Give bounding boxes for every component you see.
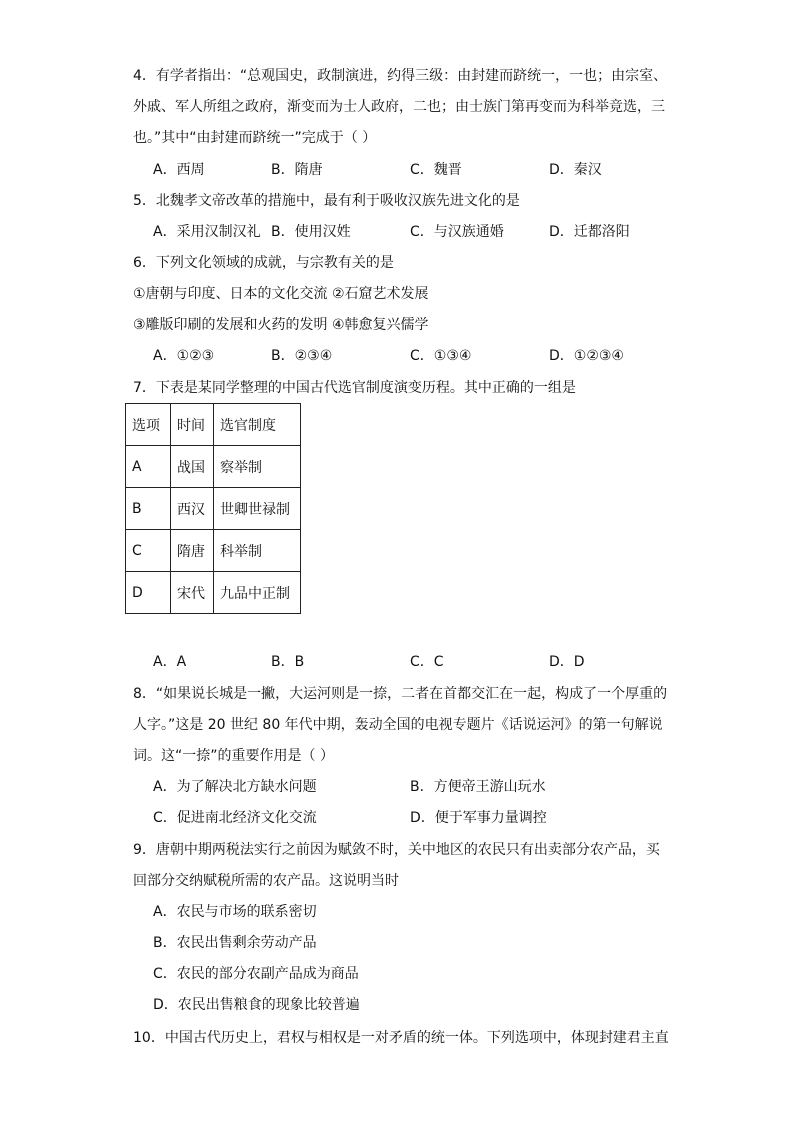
q5-option-d: D．迁都洛阳: [549, 224, 630, 240]
q7-option-c: C．C: [410, 654, 444, 670]
table-cell: 宋代: [171, 572, 214, 614]
table-row: [126, 530, 301, 572]
q5-option-b: B．使用汉姓: [271, 224, 351, 240]
q6-line-3: ③雕版印刷的发展和火药的发明 ④韩愈复兴儒学: [133, 317, 429, 333]
q5-option-c: C．与汉族通婚: [410, 224, 504, 240]
q4-option-a: A．西周: [153, 162, 205, 178]
table-cell: 西汉: [171, 488, 214, 530]
q8-option-b: B．方便帝王游山玩水: [410, 779, 546, 795]
q4-option-c: C．魏晋: [410, 162, 462, 178]
table-row: [126, 572, 301, 614]
table-cell: 隋唐: [171, 530, 214, 572]
q9-option-b: B．农民出售剩余劳动产品: [153, 935, 317, 951]
q9-option-d: D．农民出售粮食的现象比较普遍: [153, 997, 360, 1013]
table-cell: 世卿世禄制: [214, 488, 301, 530]
q4-line-1: 4．有学者指出：“总观国史，政制演进，约得三级：由封建而跻统一，一也；由宗室、: [133, 68, 668, 84]
table-cell: B: [126, 488, 171, 530]
q9-line-1: 9．唐朝中期两税法实行之前因为赋敛不时，关中地区的农民只有出卖部分农产品，买: [133, 842, 660, 858]
table-row: [126, 488, 301, 530]
q8-option-c: C．促进南北经济文化交流: [153, 810, 317, 826]
table-cell: 九品中正制: [214, 572, 301, 614]
q10-line-1: 10．中国古代历史上，君权与相权是一对矛盾的统一体。下列选项中，体现封建君主直: [133, 1030, 669, 1046]
q5-option-a: A．采用汉制汉礼: [153, 224, 261, 240]
q9-option-c: C．农民的部分农副产品成为商品: [153, 966, 359, 982]
q4-line-2: 外戚、军人所组之政府，渐变而为士人政府，二也；由士族门第再变而为科举竞选，三: [133, 99, 665, 115]
table-cell: 察举制: [214, 446, 301, 488]
q8-line-1: 8．“如果说长城是一撇，大运河则是一捺，二者在首都交汇在一起，构成了一个厚重的: [133, 686, 668, 702]
q6-option-d: D．①②③④: [549, 348, 624, 364]
q6-line-2: ①唐朝与印度、日本的文化交流 ②石窟艺术发展: [133, 286, 429, 302]
table-header-row: [126, 404, 301, 446]
table-row: [126, 446, 301, 488]
table-cell: C: [126, 530, 171, 572]
q6-option-c: C．①③④: [410, 348, 472, 364]
q5-line-1: 5．北魏孝文帝改革的措施中，最有利于吸收汉族先进文化的是: [133, 193, 520, 209]
table-cell: 战国: [171, 446, 214, 488]
q9-option-a: A．农民与市场的联系密切: [153, 904, 317, 920]
selection-table: [125, 403, 301, 614]
q7-option-b: B．B: [271, 654, 305, 670]
q9-line-2: 回部分交纳赋税所需的农产品。这说明当时: [133, 873, 399, 889]
q8-line-3: 词。这“一捺”的重要作用是（ ）: [133, 748, 334, 764]
q8-line-2: 人字。”这是 20 世纪 80 年代中期，轰动全国的电视专题片《话说运河》的第一句解说: [133, 717, 663, 733]
q7-option-d: D．D: [549, 654, 585, 670]
q6-option-a: A．①②③: [153, 348, 215, 364]
q7-line-1: 7．下表是某同学整理的中国古代选官制度演变历程。其中正确的一组是: [133, 380, 576, 396]
q6-line-1: 6．下列文化领域的成就，与宗教有关的是: [133, 255, 394, 271]
q4-line-3: 也。”其中“由封建而跻统一”完成于（ ）: [133, 130, 377, 146]
table-header-cell: 时间: [171, 404, 214, 446]
q8-option-d: D．便于军事力量调控: [410, 810, 547, 826]
table-header-cell: 选官制度: [214, 404, 301, 446]
q4-option-b: B．隋唐: [271, 162, 323, 178]
table-header-cell: 选项: [126, 404, 171, 446]
q6-option-b: B．②③④: [271, 348, 333, 364]
table-cell: A: [126, 446, 171, 488]
q7-option-a: A．A: [153, 654, 187, 670]
q4-option-d: D．秦汉: [549, 162, 602, 178]
q8-option-a: A．为了解决北方缺水问题: [153, 779, 317, 795]
table-cell: D: [126, 572, 171, 614]
table-cell: 科举制: [214, 530, 301, 572]
